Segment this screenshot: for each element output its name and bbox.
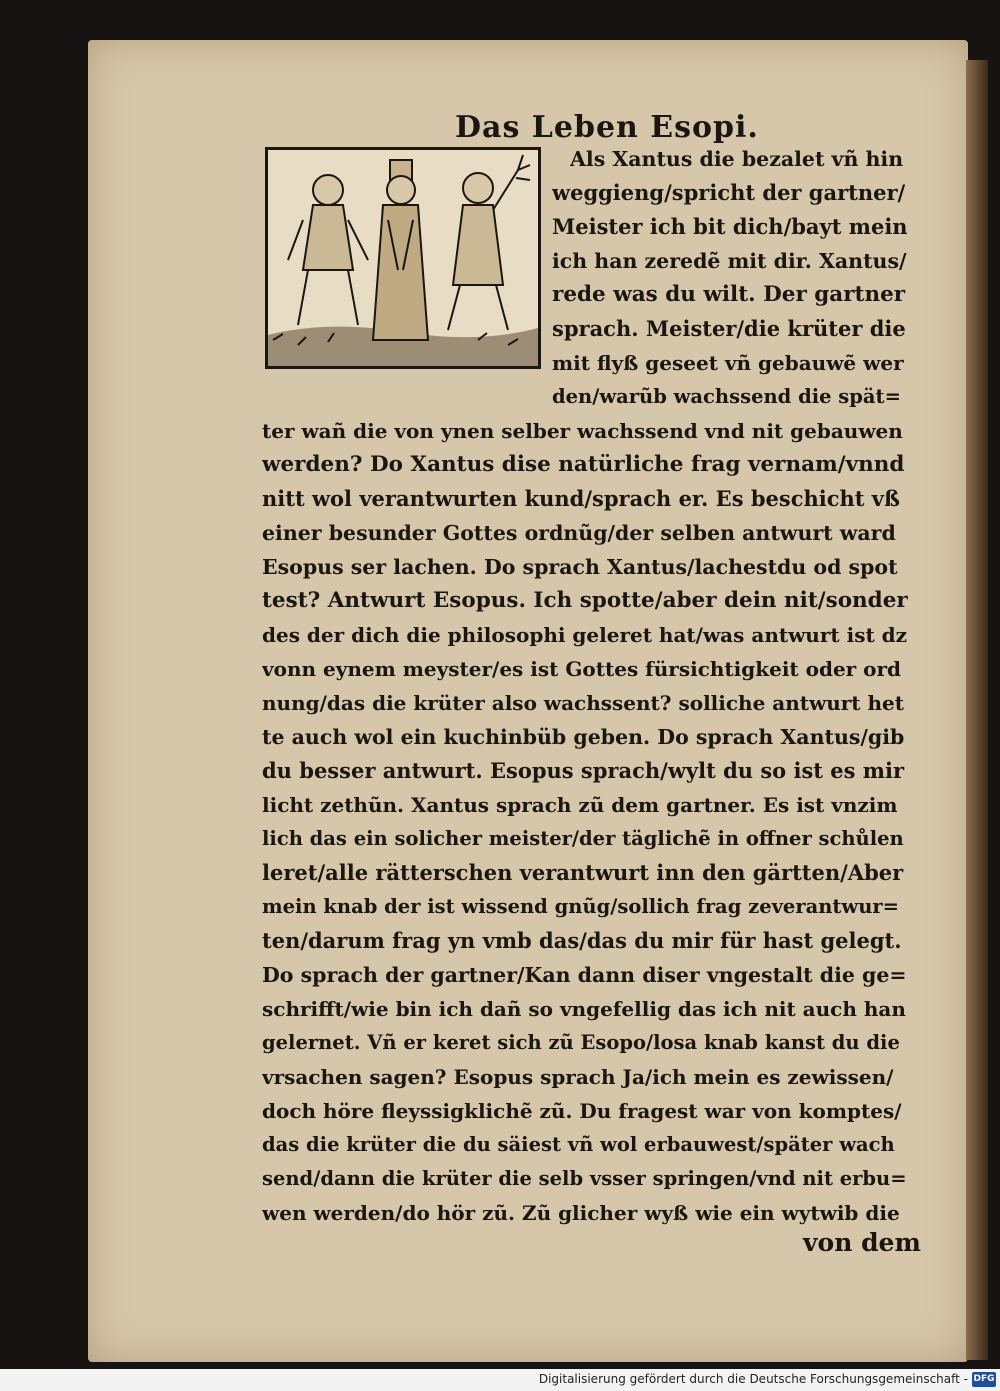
text-line: doch höre fleyssigklichẽ zũ. Du fragest war von komptes/ <box>262 1099 902 1123</box>
text-line: ich han zeredẽ mit dir. Xantus/ <box>552 249 907 273</box>
page-edge <box>966 60 988 1360</box>
text-line: Als Xantus die bezalet vñ hin <box>570 147 904 171</box>
text-line: vrsachen sagen? Esopus sprach Ja/ich mein es zewissen/ <box>262 1065 894 1089</box>
text-line: einer besunder Gottes ordnũg/der selben antwurt ward <box>262 521 896 545</box>
text-line: vonn eynem meyster/es ist Gottes fürsichtigkeit oder ord <box>262 657 902 681</box>
text-line: te auch wol ein kuchinbüb geben. Do sprach Xantus/gib <box>262 725 905 749</box>
running-header: Das Leben Esopi. <box>455 110 759 145</box>
woodcut-figures-image <box>268 150 538 366</box>
text-line: licht zethũn. Xantus sprach zũ dem gartner. Es ist vnzim <box>262 793 898 817</box>
text-line: Do sprach der gartner/Kan dann diser vngestalt die ge= <box>262 963 907 987</box>
text-line: werden? Do Xantus dise natürliche frag vernam/vnnd <box>262 452 905 477</box>
woodcut-illustration <box>265 147 541 369</box>
text-line: des der dich die philosophi geleret hat/was antwurt ist dz <box>262 623 907 647</box>
text-line: rede was du wilt. Der gartner <box>552 282 906 307</box>
text-line: nitt wol verantwurten kund/sprach er. Es beschicht vß <box>262 486 900 511</box>
text-line: send/dann die krüter die selb vsser springen/vnd nit erbu= <box>262 1167 907 1190</box>
footer-bar <box>0 1369 1000 1391</box>
text-line: Esopus ser lachen. Do sprach Xantus/lachestdu od spot <box>262 555 898 579</box>
text-line: test? Antwurt Esopus. Ich spotte/aber dein nit/sonder <box>262 588 908 613</box>
text-line: wen werden/do hör zũ. Zũ glicher wyß wie ein wytwib die <box>262 1201 900 1225</box>
text-line: ter wañ die von ynen selber wachssend vnd nit gebauwen <box>262 419 903 443</box>
text-line: mein knab der ist wissend gnũg/sollich frag zeverantwur= <box>262 895 900 918</box>
text-line: schrifft/wie bin ich dañ so vngefellig das ich nit auch han <box>262 997 906 1021</box>
text-line: den/warũb wachssend die spät= <box>552 385 901 408</box>
text-line: ten/darum frag yn vmb das/das du mir für hast gelegt. <box>262 928 902 953</box>
text-line: lich das ein solicher meister/der täglichẽ in offner schůlen <box>262 827 904 850</box>
text-line: mit flyß geseet vñ gebauwẽ wer <box>552 351 904 375</box>
text-line: Meister ich bit dich/bayt mein <box>552 214 908 239</box>
text-line: gelernet. Vñ er keret sich zũ Esopo/losa knab kanst du die <box>262 1031 900 1054</box>
footer-credit: Digitalisierung gefördert durch die Deutsche Forschungsgemeinschaft - <box>538 1372 968 1386</box>
text-line: leret/alle rätterschen verantwurt inn den gärtten/Aber <box>262 860 904 885</box>
text-line: nung/das die krüter also wachssent? solliche antwurt het <box>262 691 905 715</box>
text-line: weggieng/spricht der gartner/ <box>552 180 906 205</box>
text-line: du besser antwurt. Esopus sprach/wylt du so ist es mir <box>262 758 905 783</box>
dfg-logo: DFG <box>972 1372 996 1387</box>
text-line: sprach. Meister/die krüter die <box>552 316 906 341</box>
text-line: das die krüter die du säiest vñ wol erbauwest/später wach <box>262 1133 895 1156</box>
catchword: von dem <box>803 1228 921 1257</box>
